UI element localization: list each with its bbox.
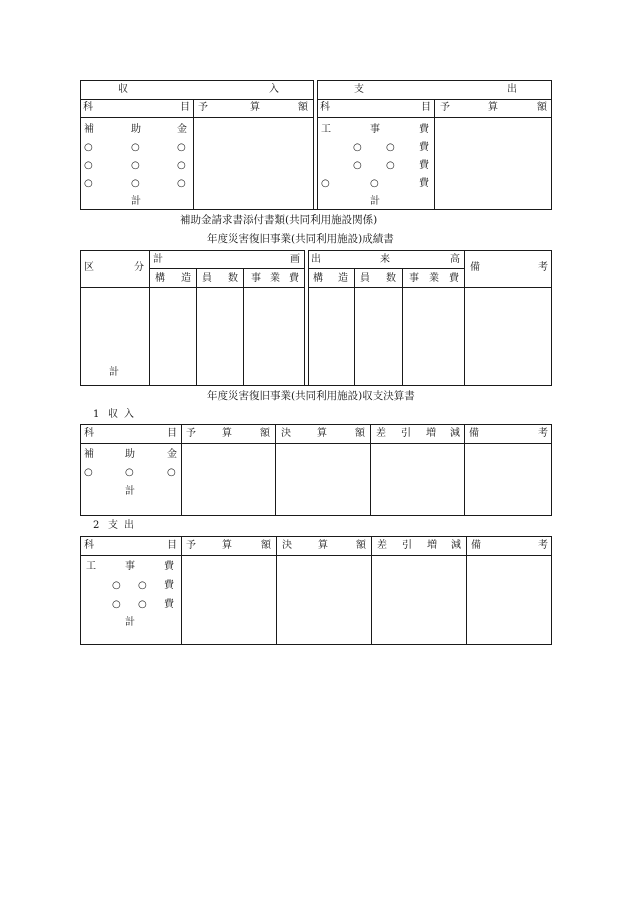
right-row-1-b: 事 — [370, 124, 380, 135]
right-total: 計 — [370, 196, 380, 207]
t4-row-2-a: ○ — [112, 580, 121, 591]
header-ki: 来 — [380, 254, 390, 265]
header-gaku-left: 額 — [298, 102, 308, 113]
t3-header-bi: 備 — [469, 428, 479, 439]
t4-header-san: 算 — [222, 540, 232, 551]
header-kou: 考 — [538, 262, 548, 273]
right-row-2-b: ○ — [386, 142, 395, 153]
t4-row-2-b: ○ — [138, 580, 147, 591]
performance-total: 計 — [109, 367, 119, 378]
plan-kouzou-1: 構 — [155, 273, 165, 284]
section-1-label-b: 入 — [124, 409, 134, 420]
t3-header-moku: 目 — [167, 428, 177, 439]
t4-total: 計 — [125, 617, 135, 628]
left-row-4-c: ○ — [177, 178, 186, 189]
actual-jigyouhi-2: 業 — [429, 273, 439, 284]
t4-header-kessan: 算 — [318, 540, 328, 551]
t4-row-3-b: ○ — [138, 599, 147, 610]
t3-header-kou: 考 — [538, 428, 548, 439]
plan-jigyouhi-2: 業 — [270, 273, 280, 284]
right-row-4-c: 費 — [419, 178, 429, 189]
t3-header-san: 算 — [222, 428, 232, 439]
actual-jigyouhi-1: 事 — [409, 273, 419, 284]
t3-header-hiki: 引 — [401, 428, 411, 439]
header-ga: 画 — [290, 254, 300, 265]
t4-header-zou: 増 — [427, 540, 437, 551]
header-yo-right: 予 — [440, 102, 450, 113]
right-row-2-c: 費 — [419, 142, 429, 153]
t3-header-kessan: 算 — [317, 428, 327, 439]
t3-header-gen: 減 — [450, 428, 460, 439]
t4-header-sa: 差 — [377, 540, 387, 551]
header-expense-shutsu: 出 — [507, 84, 517, 95]
t4-header-gaku: 額 — [261, 540, 271, 551]
t4-row-3-a: ○ — [112, 599, 121, 610]
header-yo-left: 予 — [198, 102, 208, 113]
actual-kouzou-2: 造 — [338, 273, 348, 284]
t4-header-ka: 科 — [84, 540, 94, 551]
t4-header-kou: 考 — [538, 540, 548, 551]
t3-header-gaku: 額 — [260, 428, 270, 439]
t3-row-2-c: ○ — [167, 467, 176, 478]
plan-insu-2: 数 — [228, 273, 238, 284]
t3-row-2-b: ○ — [125, 467, 134, 478]
right-row-4-b: ○ — [370, 178, 379, 189]
t4-header-ketsu: 決 — [282, 540, 292, 551]
section-2-number: 2 — [93, 520, 100, 531]
header-kei: 計 — [153, 254, 163, 265]
caption-settlement: 年度災害復旧事業(共同利用施設)収支決算書 — [207, 390, 415, 402]
t3-total: 計 — [125, 486, 135, 497]
right-row-1-c: 費 — [419, 124, 429, 135]
t3-row-1-c: 金 — [167, 449, 177, 460]
section-2-label-a: 支 — [108, 520, 118, 531]
header-de: 出 — [311, 254, 321, 265]
t3-header-ka: 科 — [84, 428, 94, 439]
header-income-nyu: 入 — [269, 84, 279, 95]
right-row-1-a: 工 — [321, 124, 331, 135]
header-moku-right: 目 — [421, 102, 431, 113]
header-san-left: 算 — [250, 102, 260, 113]
right-row-3-c: 費 — [419, 160, 429, 171]
t4-header-gen: 減 — [451, 540, 461, 551]
t4-header-moku: 目 — [167, 540, 177, 551]
left-row-1-b: 助 — [131, 124, 141, 135]
actual-jigyouhi-3: 費 — [449, 273, 459, 284]
section-1-label-a: 収 — [108, 409, 118, 420]
t4-header-yo: 予 — [186, 540, 196, 551]
t4-header-hiki: 引 — [402, 540, 412, 551]
caption-performance-report: 年度災害復旧事業(共同利用施設)成績書 — [207, 233, 394, 245]
t3-header-kessan-gaku: 額 — [355, 428, 365, 439]
left-row-3-c: ○ — [177, 160, 186, 171]
section-1-number: 1 — [93, 409, 100, 420]
header-bun: 分 — [134, 262, 144, 273]
header-income-shu: 収 — [118, 84, 128, 95]
t3-row-1-a: 補 — [84, 449, 94, 460]
t3-header-ketsu: 決 — [281, 428, 291, 439]
right-row-3-b: ○ — [386, 160, 395, 171]
header-taka: 高 — [450, 254, 460, 265]
plan-insu-1: 員 — [202, 273, 212, 284]
t4-row-1-a: 工 — [86, 561, 96, 572]
header-expense-shi: 支 — [354, 84, 364, 95]
actual-insu-2: 数 — [386, 273, 396, 284]
right-row-2-a: ○ — [353, 142, 362, 153]
left-row-4-a: ○ — [84, 178, 93, 189]
left-row-2-a: ○ — [84, 142, 93, 153]
actual-kouzou-1: 構 — [313, 273, 323, 284]
t3-row-2-a: ○ — [84, 467, 93, 478]
t4-header-kessan-gaku: 額 — [356, 540, 366, 551]
header-moku-left: 目 — [180, 102, 190, 113]
right-row-3-a: ○ — [353, 160, 362, 171]
t4-row-2-c: 費 — [164, 580, 174, 591]
plan-jigyouhi-1: 事 — [251, 273, 261, 284]
header-bi: 備 — [470, 262, 480, 273]
t4-header-bi: 備 — [471, 540, 481, 551]
right-row-4-a: ○ — [321, 178, 330, 189]
section-2-label-b: 出 — [124, 520, 134, 531]
header-ka-left: 科 — [83, 102, 93, 113]
plan-jigyouhi-3: 費 — [289, 273, 299, 284]
left-total: 計 — [131, 196, 141, 207]
t3-header-zou: 増 — [426, 428, 436, 439]
actual-insu-1: 員 — [360, 273, 370, 284]
t3-row-1-b: 助 — [125, 449, 135, 460]
t3-header-yo: 予 — [186, 428, 196, 439]
left-row-2-c: ○ — [177, 142, 186, 153]
left-row-3-a: ○ — [84, 160, 93, 171]
t4-row-1-c: 費 — [164, 561, 174, 572]
left-row-4-b: ○ — [131, 178, 140, 189]
left-row-2-b: ○ — [131, 142, 140, 153]
left-row-3-b: ○ — [131, 160, 140, 171]
caption-attachment: 補助金請求書添付書類(共同利用施設関係) — [180, 214, 378, 226]
header-san-right: 算 — [488, 102, 498, 113]
t3-header-sa: 差 — [376, 428, 386, 439]
left-row-1-c: 金 — [177, 124, 187, 135]
left-row-1-a: 補 — [84, 124, 94, 135]
header-gaku-right: 額 — [537, 102, 547, 113]
plan-kouzou-2: 造 — [181, 273, 191, 284]
header-ku: 区 — [84, 262, 94, 273]
t4-row-3-c: 費 — [164, 599, 174, 610]
header-ka-right: 科 — [320, 102, 330, 113]
t4-row-1-b: 事 — [125, 561, 135, 572]
